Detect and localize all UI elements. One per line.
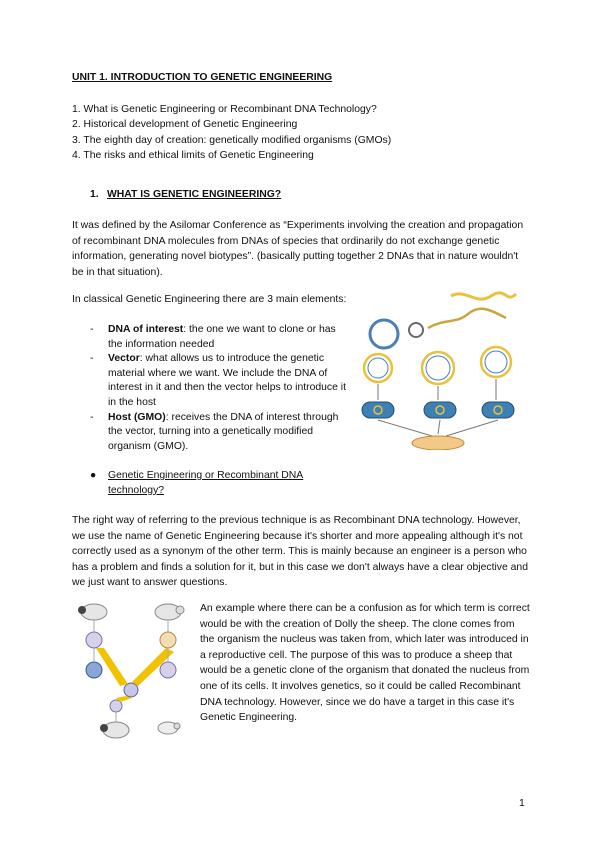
table-of-contents (72, 102, 391, 164)
page-number: 1 (519, 798, 525, 809)
dash-marker: - (90, 324, 94, 335)
term-vector: Vector (108, 353, 140, 365)
list-item (90, 352, 350, 410)
term-description: : what allows us to introduce the genetic material where we want. We include the DNA of interest in it and then the vector helps to introduce it in the host (108, 353, 346, 408)
list-item (90, 323, 350, 352)
toc-item: 3. The eighth day of creation: genetically modified organisms (GMOs) (72, 134, 392, 146)
section-title: WHAT IS GENETIC ENGINEERING? (107, 189, 282, 200)
list-item (90, 411, 350, 455)
asilomar-paragraph: It was defined by the Asilomar Conference as “Experiments involving the creation and propagation of recombinant DNA molecules from DNAs of species that ordinarily do not exchange genetic information, generating novel biotypes”. (basically putting together 2 DNAs that in nature wouldn't be in that situation). (72, 220, 524, 278)
term-description: : receives the DNA of interest through the vector, turning into a genetically modified organism (GMO). (108, 411, 339, 452)
section-heading (90, 189, 281, 200)
dolly-cloning-figure (76, 598, 194, 748)
bullet-marker: ● (90, 470, 97, 481)
subsection-bullet (90, 469, 340, 498)
recombinant-dna-paragraph: The right way of referring to the previous technique is as Recombinant DNA technology. However, we use the name of Genetic Engineering because it's shorter and more appealing although it's not correctly used as a synonym of the other term. This is mainly because an engineer is a person who has a problem and finds a solution for it, but in this case we don't always have a clear objective and we just want to answer questions. (72, 515, 528, 589)
toc-item: 4. The risks and ethical limits of Genetic Engineering (72, 150, 314, 162)
term-host: Host (GMO) (108, 411, 166, 423)
unit-title: UNIT 1. INTRODUCTION TO GENETIC ENGINEERING (72, 72, 333, 83)
dash-marker: - (90, 411, 94, 423)
dash-marker: - (90, 353, 94, 365)
toc-item: 1. What is Genetic Engineering or Recombinant DNA Technology? (72, 104, 377, 115)
section-number: 1. (90, 189, 99, 200)
host-cell-icon (362, 402, 514, 418)
dolly-paragraph: An example where there can be a confusion as for which term is correct would be with the creation of Dolly the sheep. The clone comes from the organism the nucleus was taken from, which later was introduced in a reproductive cell. The purpose of this was to produce a sheep that would be a genetic clone of the organism that donated the nucleus from one of its cells. It involves genetics, so it could be called Recombinant DNA technology. However, since we do have a target in this case it's Genetic Engineering. (200, 603, 530, 724)
term-dna-of-interest: DNA of interest (108, 324, 184, 335)
term-description: : the one we want to clone or has the information needed (108, 324, 336, 350)
subsection-title: Genetic Engineering or Recombinant DNA technology? (108, 470, 304, 496)
recombinant-dna-figure (356, 288, 521, 450)
elements-intro: In classical Genetic Engineering there are 3 main elements: (72, 294, 347, 305)
toc-item: 2. Historical development of Genetic Engineering (72, 119, 298, 131)
elements-list (90, 323, 350, 454)
petri-dish-icon (412, 436, 464, 450)
